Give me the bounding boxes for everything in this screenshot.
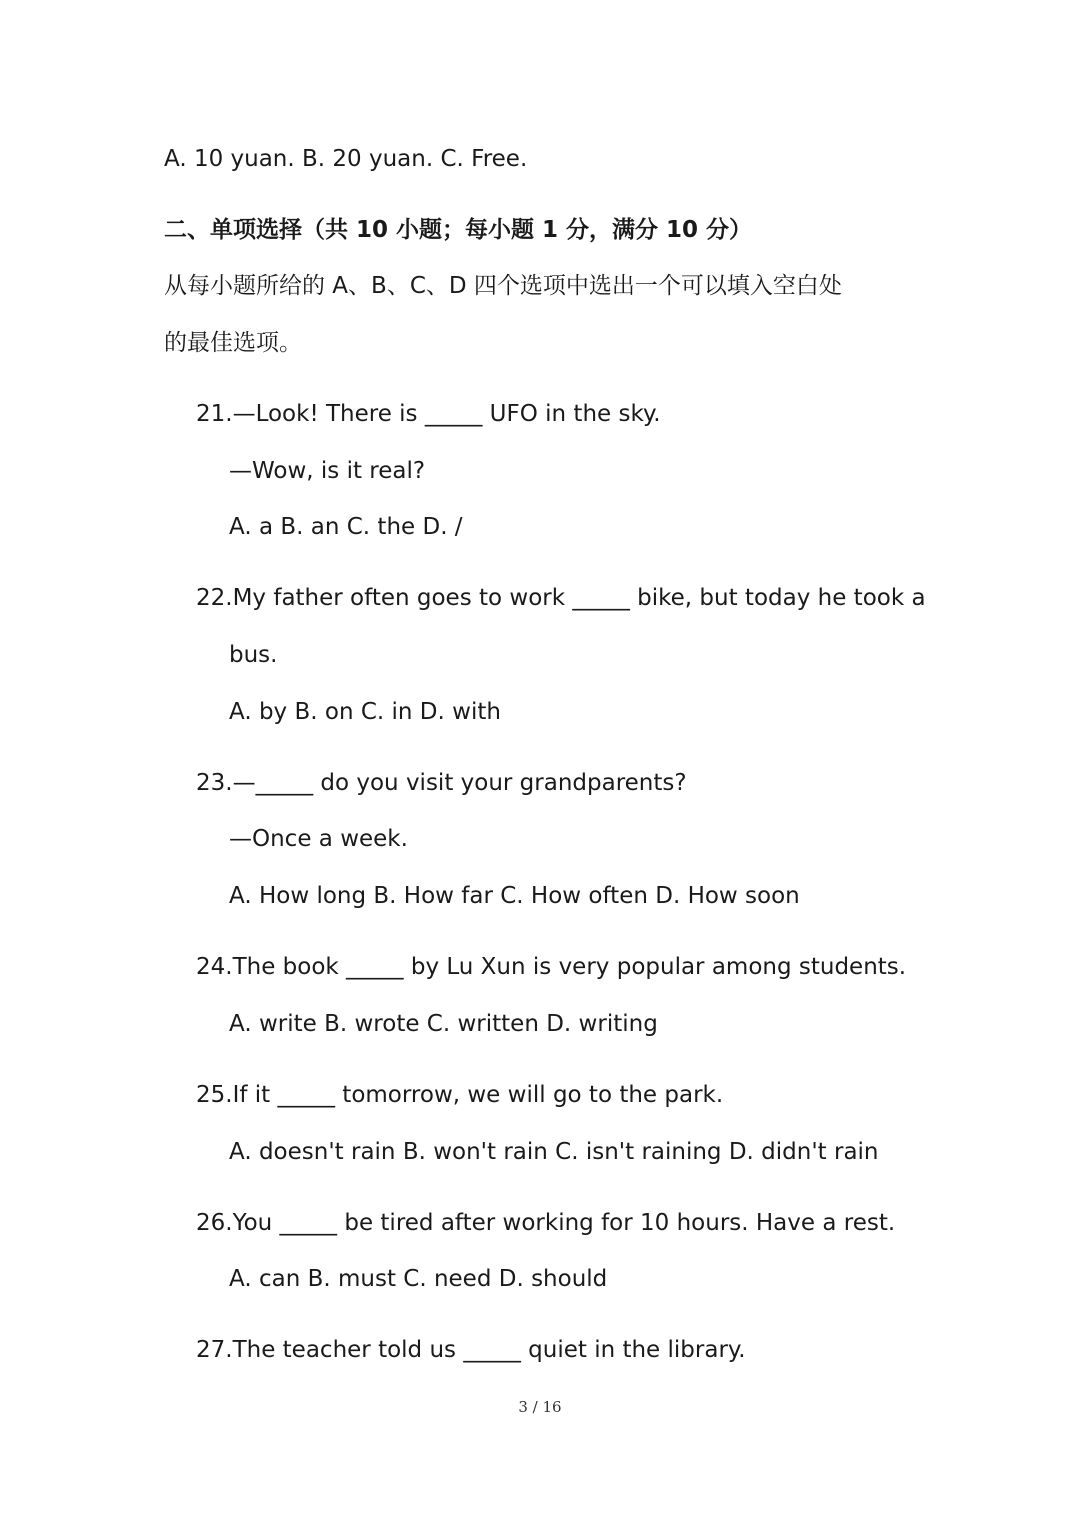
question-21-line2: —Wow, is it real?	[229, 458, 426, 484]
question-23-line2: —Once a week.	[229, 826, 408, 852]
question-23-stem: 23.—_____ do you visit your grandparents?	[196, 770, 687, 796]
question-26-stem: 26.You _____ be tired after working for 10 hours. Have a rest.	[196, 1210, 896, 1236]
question-25-options: A. doesn't rain B. won't rain C. isn't raining D. didn't rain	[229, 1139, 879, 1165]
question-21-options: A. a B. an C. the D. /	[229, 514, 463, 540]
page-number: 3 / 16	[518, 1398, 562, 1416]
question-21-stem: 21.—Look! There is _____ UFO in the sky.	[196, 401, 661, 427]
section-instruction-line1: 从每小题所给的 A、B、C、D 四个选项中选出一个可以填入空白处	[164, 273, 842, 299]
question-26-options: A. can B. must C. need D. should	[229, 1266, 608, 1292]
question-24-options: A. write B. wrote C. written D. writing	[229, 1011, 658, 1037]
question-22-stem: 22.My father often goes to work _____ bike, but today he took a	[196, 585, 926, 611]
question-23-options: A. How long B. How far C. How often D. How soon	[229, 883, 800, 909]
question-22-options: A. by B. on C. in D. with	[229, 699, 501, 725]
question-22-line2: bus.	[229, 642, 278, 668]
question-27-stem: 27.The teacher told us _____ quiet in the library.	[196, 1337, 746, 1363]
question-24-stem: 24.The book _____ by Lu Xun is very popular among students.	[196, 954, 907, 980]
previous-question-options: A. 10 yuan. B. 20 yuan. C. Free.	[164, 146, 528, 172]
section-heading: 二、单项选择（共 10 小题；每小题 1 分，满分 10 分）	[164, 217, 753, 243]
question-25-stem: 25.If it _____ tomorrow, we will go to the park.	[196, 1082, 724, 1108]
section-instruction-line2: 的最佳选项。	[164, 330, 302, 356]
